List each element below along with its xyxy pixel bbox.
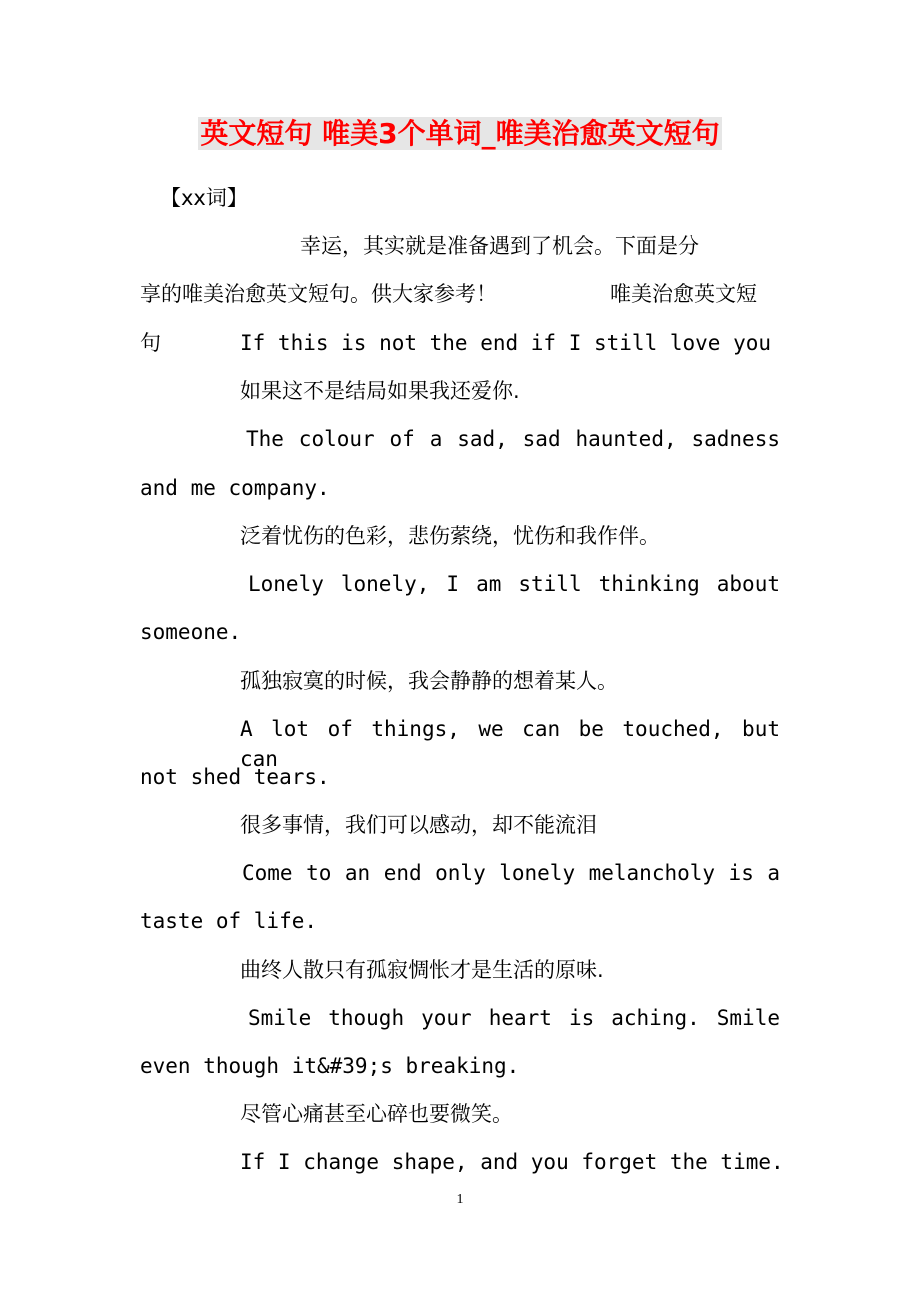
intro-line-2a: 享的唯美治愈英文短句。供大家参考！ [140,282,497,306]
category-tag: 【xx词】 [160,186,248,210]
entry-6-en-line-2: even though it&#39;s breaking. [140,1054,520,1078]
entry-4-cn: 很多事情，我们可以感动，却不能流泪 [240,813,597,837]
entry-1-cn: 如果这不是结局如果我还爱你. [240,379,520,403]
page-number: 1 [456,1192,464,1207]
entry-3-cn: 孤独寂寞的时候，我会静静的想着某人。 [240,669,618,693]
entry-2-cn: 泛着忧伤的色彩，悲伤萦绕，忧伤和我作伴。 [240,524,660,548]
intro-line-2b: 唯美治愈英文短 [610,282,757,306]
intro-line-1: 幸运，其实就是准备遇到了机会。下面是分 [300,234,699,258]
entry-5-cn: 曲终人散只有孤寂惆怅才是生活的原味. [240,958,604,982]
entry-6-cn: 尽管心痛甚至心碎也要微笑。 [240,1102,513,1126]
entry-5-en-line-2: taste of life. [140,909,318,933]
title-text: 英文短句 唯美3个单词_唯美治愈英文短句 [200,117,720,150]
entry-5-en-line-1: Come to an end only lonely melancholy is a [242,861,780,885]
entry-2-en-line-1: The colour of a sad, sad haunted, sadness [246,427,780,451]
entry-3-en-line-1: Lonely lonely, I am still thinking about [248,572,780,596]
entry-2-en-line-2: and me company. [140,476,330,500]
entry-3-en-line-2: someone. [140,620,242,644]
intro-line-3b: If this is not the end if I still love you [240,331,772,355]
entry-7-en-line-1: If I change shape, and you forget the time. [240,1150,784,1174]
document-title [0,112,920,156]
entry-4-en-line-2: not shed tears. [140,765,330,789]
entry-4-en-line-1: A lot of things, we can be touched, but can [240,717,780,771]
entry-6-en-line-1: Smile though your heart is aching. Smile [248,1006,780,1030]
intro-line-3a: 句 [140,331,161,355]
